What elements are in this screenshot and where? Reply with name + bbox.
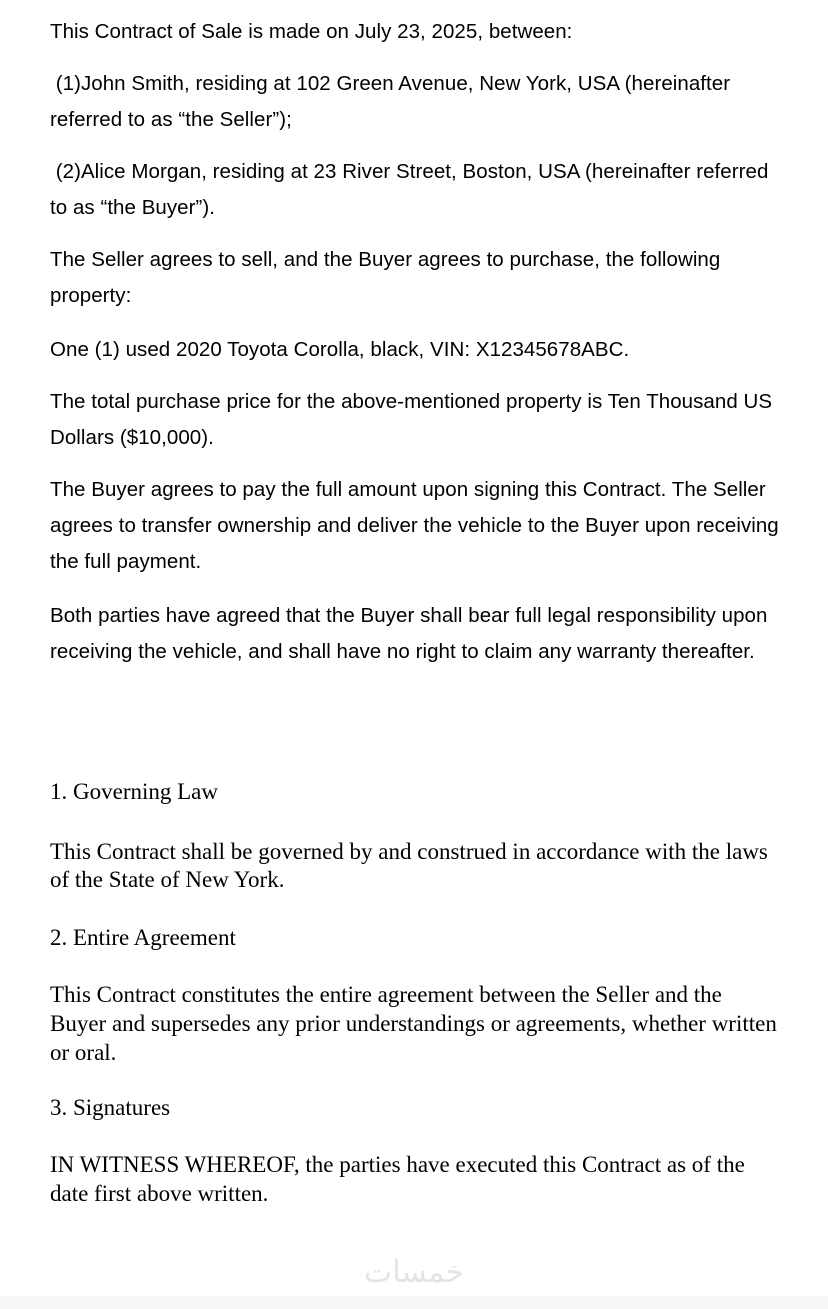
page-bottom-edge	[0, 1296, 828, 1309]
property-description: One (1) used 2020 Toyota Corolla, black, VIN: X12345678ABC.	[50, 338, 630, 361]
section-heading-governing-law: 1. Governing Law	[50, 779, 218, 804]
payment-terms: The Buyer agrees to pay the full amount upon signing this Contract. The Seller agrees to transfer ownership and deliver the vehicle to the Buyer upon receiving the full payment.	[50, 478, 779, 573]
purchase-price: The total purchase price for the above-mentioned property is Ten Thousand US Dollars ($10,000).	[50, 390, 773, 449]
section-body-signatures: IN WITNESS WHEREOF, the parties have executed this Contract as of the date first above written.	[50, 1152, 745, 1206]
section-heading-entire-agreement: 2. Entire Agreement	[50, 925, 236, 950]
responsibility-clause: Both parties have agreed that the Buyer shall bear full legal responsibility upon receiving the vehicle, and shall have no right to claim any warranty thereafter.	[50, 604, 768, 663]
contract-intro: This Contract of Sale is made on July 23, 2025, between:	[50, 20, 573, 43]
sale-agreement: The Seller agrees to sell, and the Buyer agrees to purchase, the following property:	[50, 248, 721, 307]
watermark-logo: خمسات	[363, 1255, 465, 1290]
party-seller: (1)John Smith, residing at 102 Green Avenue, New York, USA (hereinafter referred to as “the Seller”);	[50, 72, 736, 131]
section-heading-signatures: 3. Signatures	[50, 1095, 171, 1120]
section-body-entire-agreement: This Contract constitutes the entire agreement between the Seller and the Buyer and supersedes any prior understandings or agreements, whether written or oral.	[50, 982, 777, 1065]
party-buyer: (2)Alice Morgan, residing at 23 River Street, Boston, USA (hereinafter referred to as “the Buyer”).	[50, 160, 775, 219]
section-body-governing-law: This Contract shall be governed by and construed in accordance with the laws of the State of New York.	[50, 839, 768, 892]
